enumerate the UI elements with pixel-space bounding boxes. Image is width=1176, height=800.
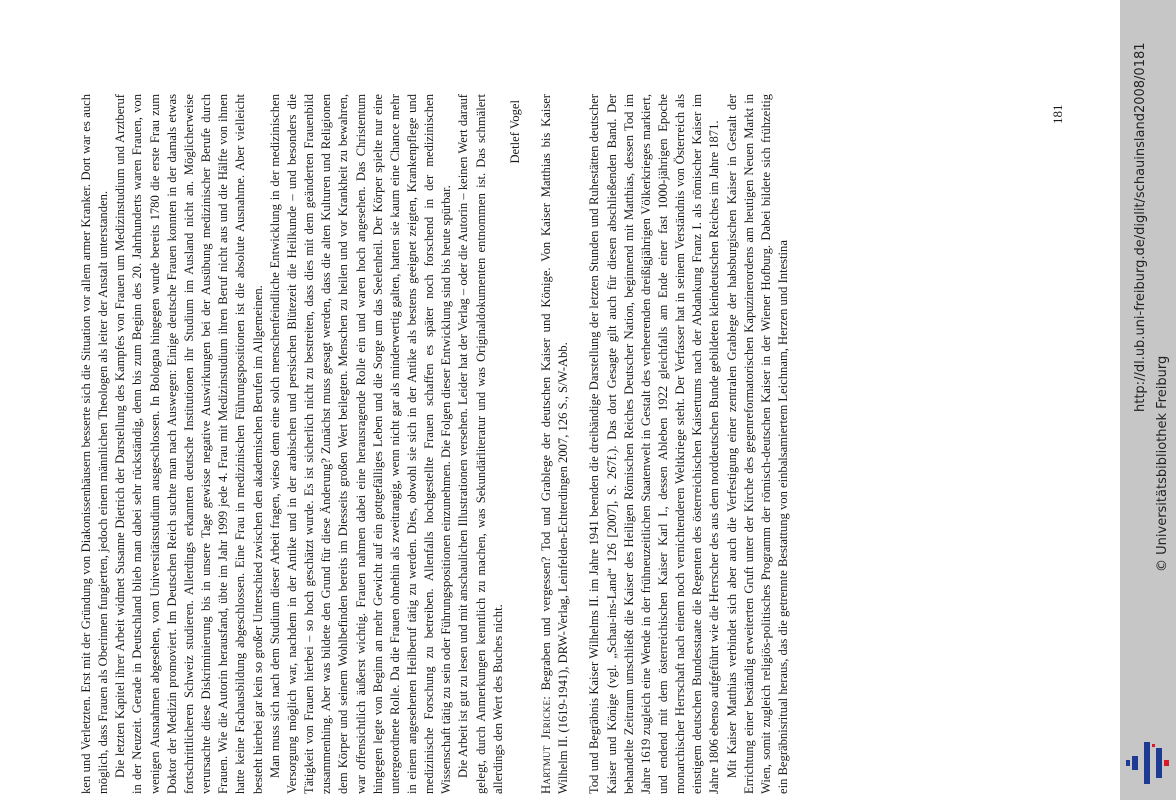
page-body bbox=[78, 94, 1088, 794]
library-logo-icon bbox=[1126, 742, 1170, 784]
rotated-page-content bbox=[0, 80, 1120, 800]
copyright-notice: © Universitätsbibliothek Freiburg bbox=[1155, 355, 1170, 572]
source-url[interactable]: http://dl.ub.uni-freiburg.de/diglit/schauinsland2008/0181 bbox=[1133, 42, 1148, 412]
review-author: Hartmut Jericke bbox=[539, 699, 554, 794]
review-citation: : Begraben und vergessen? Tod und Grablege der deutschen Kaiser und Könige. Von Kaiser Matthias bis Kaiser Wilhelm II. (1619-1941), DRW-Verlag, Leinfelden-Echterdingen 2007, 126 S., S/W-Abb. bbox=[539, 93, 571, 794]
review-signature: Detlef Vogel bbox=[507, 100, 522, 164]
paragraph: Die letzten Kapitel ihrer Arbeit widmet Susanne Dietrich der Darstellung des Kampfes von Frauen um Medizinstudium und Arztberuf in der Neuzeit. Gerade in Deutschland blieb man dabei sehr rückständig, denn bis zum Beginn des 20. Jahrhunderts waren Frauen, von wenigen Ausnahmen abgesehen, vom Universitätsstudium ausgeschlossen. In Bologna hingegen wurde bereits 1780 die erste Frau zum Doktor der Medizin promoviert. Im Deutschen Reich suchte man nach Auswegen: Einige deutsche Frauen konnten in der damals etwas fortschrittlicheren Schweiz studieren. Allerdings erkannten deutsche Institutionen ihr Studium im Ausland nicht an. Möglicherweise verursachte diese Diskriminierung bis in unsere Tage gewisse negative Auswirkungen bei der Ausübung medizinischer Berufe durch Frauen. Wie die Autorin herausfand, übte im Jahr 1999 jede 4. Frau mit Medizinstudium ihren Beruf nicht aus und die Hälfte von ihnen hatte keine Fachausbildung abgeschlossen. Eine Frau in medizinischen Führungspositionen ist die absolute Ausnahme. Aber vielleicht besteht hierbei gar kein so großer Unterschied zwischen den akademischen Berufen im Allgemeinen. bbox=[113, 94, 265, 794]
paragraph: ken und Verletzten. Erst mit der Gründung von Diakonissenhäusern besserte sich die Situation vor allem armer Kranker. Dort war es auch möglich, dass Frauen als Oberinnen fungierten, jedoch einem männlichen Theologen als leiter der Anstalt unterstanden. bbox=[79, 94, 111, 794]
paragraph: Die Arbeit ist gut zu lesen und mit anschaulichen Illustrationen versehen. Leider hat der Verlag – oder die Autorin – keinen Wert darauf gelegt, durch Anmerkungen kenntlich zu machen, was Sekundärliteratur und was Originaldokumenten entnommen ist. Das schmälert allerdings den Wert des Buches nicht. bbox=[456, 94, 505, 794]
paragraph: Mit Kaiser Matthias verbindet sich aber auch die Verfestigung einer zentralen Grablege der habsburgischen Kaiser in Gestalt der Errichtung einer beständig erweiterten Gruft unter der Kirche des gegenreformatorischen Kapuzinerordens am heutigen Neuen Markt in Wien, somit zugleich religiös-politisches Programm der römisch-deutschen Kaiser in der Wiener Hofburg. Dabei bildete sich frühzeitig ein Begräbnisritual heraus, das die getrennte Bestattung von einbalsamiertem Leichnam, Herzen und Intestina bbox=[724, 94, 791, 794]
paragraph: Tod und Begräbnis Kaiser Wilhelms II. im Jahre 1941 beenden die dreibändige Darstellung der letzten Stunden und Ruhestätten deutscher Kaiser und Könige (vgl. „Schau-ins-Land“ 126 [2007], S. 267f.). Das dort Gesagte gilt auch für diesen abschließenden Band. Der behandelte Zeitraum umschließt die Kaiser des Heiligen Römischen Reiches Deutscher Nation, beginnend mit Matthias, dessen Tod im Jahre 1619 zugleich eine Wende in der frühneuzeitlichen Staatenwelt in Gestalt des verheerenden dreißigjährigen Völkerkrieges markiert, und endend mit dem österreichischen Kaiser Karl I., dessen Ableben 1922 gleichfalls am Ende einer fast 1000-jährigen Epoche monarchischer Herrschaft nach einem noch vernichtenderen Weltkriege steht. Der Verfasser hat in seinem Verständnis von Österreich als einstigem deutschen Bundesstaate die Regenten des österreichischen Kaisertums nach der Abdankung Franz I. als römischer Kaiser im Jahre 1806 ebenso aufgeführt wie die Herrscher des aus dem norddeutschen Bunde gebildeten kleindeutschen Reiches im Jahre 1871. bbox=[587, 94, 722, 794]
review-heading bbox=[538, 94, 572, 794]
paragraph: Man muss sich nach dem Studium dieser Arbeit fragen, wieso denn eine solch menschenfeindliche Entwicklung in der medizinischen Versorgung möglich war, nachdem in der Antike und in der arabischen und persischen Blütezeit die Heilkunde – und besonders die Tätigkeit von Frauen hierbei – so hoch geschätzt wurde. Es ist sicherlich nicht zu bestreiten, dass dies mit dem geänderten Frauenbild zusammenhing. Aber was bildete den Grund für diese Änderung? Zunächst muss gesagt werden, dass die alten Kulturen und Religionen dem Körper und seinem Wohlbefinden bereits im Diesseits großen Wert beilegten. Menschen zu heilen und vor Krankheit zu bewahren, war offensichtlich äußerst wichtig. Frauen nahmen dabei eine herausragende Rolle ein und waren hoch angesehen. Das Christentum hingegen legte von Beginn an mehr Gewicht auf ein gottgefälliges Leben und die Sorge um das Seelenheil. Der Körper spielte nur eine untergeordnete Rolle. Da die Frauen ohnehin als zweitrangig, wenn nicht gar als minderwertig galten, hatten sie kaum eine Chance mehr in einem angesehenen Heilberuf tätig zu werden. Dies, obwohl sie sich in der Antike als bestens geeignet zeigten, Krankenpflege und medizinische Forschung zu betreiben. Allenfalls hochgestellte Frauen schaffen es später noch forschend in der medizinischen Wissenschaft tätig zu sein oder Führungspositionen einzunehmen. Die Folgen dieser Entwicklung sind bis heute spürbar. bbox=[267, 94, 454, 794]
page-number: 181 bbox=[1050, 104, 1065, 124]
